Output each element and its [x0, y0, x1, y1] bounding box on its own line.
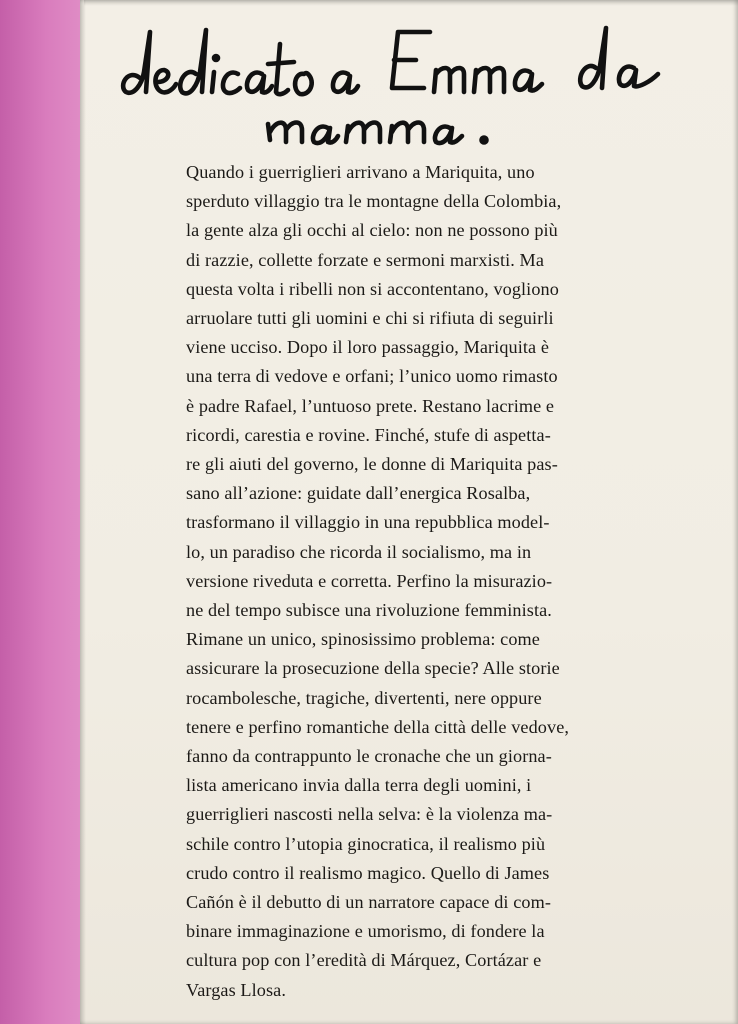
blurb-line: ricordi, carestia e rovine. Finché, stufe di aspetta-	[186, 424, 551, 445]
blurb-line: rocambolesche, tragiche, divertenti, nere oppure	[186, 687, 542, 708]
blurb-line: sperduto villaggio tra le montagne della Colombia,	[186, 191, 562, 212]
blurb-line: fanno da contrappunto le cronache che un giorna-	[186, 746, 552, 767]
blurb-line: di razzie, collette forzate e sermoni marxisti. Ma	[186, 249, 544, 270]
handwritten-dedication	[110, 8, 710, 158]
blurb-line: lista americano invia dalla terra degli uomini, i	[186, 775, 532, 796]
blurb-line: assicurare la prosecuzione della specie? Alle storie	[186, 658, 560, 679]
blurb-line: Cañón è il debutto di un narratore capace di com-	[186, 892, 551, 913]
blurb-line: trasformano il villaggio in una repubblica model-	[186, 512, 550, 533]
pink-book-edge	[0, 0, 84, 1024]
page-top-shadow	[84, 0, 738, 6]
blurb-line: guerriglieri nascosti nella selva: è la violenza ma-	[186, 804, 553, 825]
blurb-line: Vargas Llosa.	[186, 979, 286, 1000]
blurb-line: lo, un paradiso che ricorda il socialismo, ma in	[186, 541, 532, 562]
blurb-line: è padre Rafael, l’untuoso prete. Restano lacrime e	[186, 395, 555, 416]
blurb-line: questa volta i ribelli non si accontentano, vogliono	[186, 278, 559, 299]
blurb-line: tenere e perfino romantiche della città delle vedove,	[186, 716, 570, 737]
blurb-line: schile contro l’utopia ginocratica, il realismo più	[186, 833, 546, 854]
blurb-line: re gli aiuti del governo, le donne di Mariquita pas-	[186, 454, 558, 475]
blurb-line: binare immaginazione e umorismo, di fondere la	[186, 921, 545, 942]
blurb-line: cultura pop con l’eredità di Márquez, Cortázar e	[186, 950, 542, 971]
blurb-line: Quando i guerriglieri arrivano a Mariquita, uno	[186, 162, 535, 182]
blurb-line: ne del tempo subisce una rivoluzione femminista.	[186, 600, 552, 621]
blurb-line: viene ucciso. Dopo il loro passaggio, Mariquita è	[186, 337, 550, 358]
blurb-line: Rimane un unico, spinosissimo problema: come	[186, 629, 540, 650]
blurb-line: arruolare tutti gli uomini e chi si rifiuta di seguirli	[186, 308, 554, 329]
blurb-text	[186, 158, 656, 1005]
blurb-line: sano all’azione: guidate dall’energica Rosalba,	[186, 483, 531, 504]
blurb-line: crudo contro il realismo magico. Quello di James	[186, 862, 550, 883]
blurb-line: la gente alza gli occhi al cielo: non ne possono più	[186, 220, 558, 241]
blurb-line: una terra di vedove e orfani; l’unico uomo rimasto	[186, 366, 558, 387]
blurb-line: versione riveduta e corretta. Perfino la misurazio-	[186, 570, 553, 591]
